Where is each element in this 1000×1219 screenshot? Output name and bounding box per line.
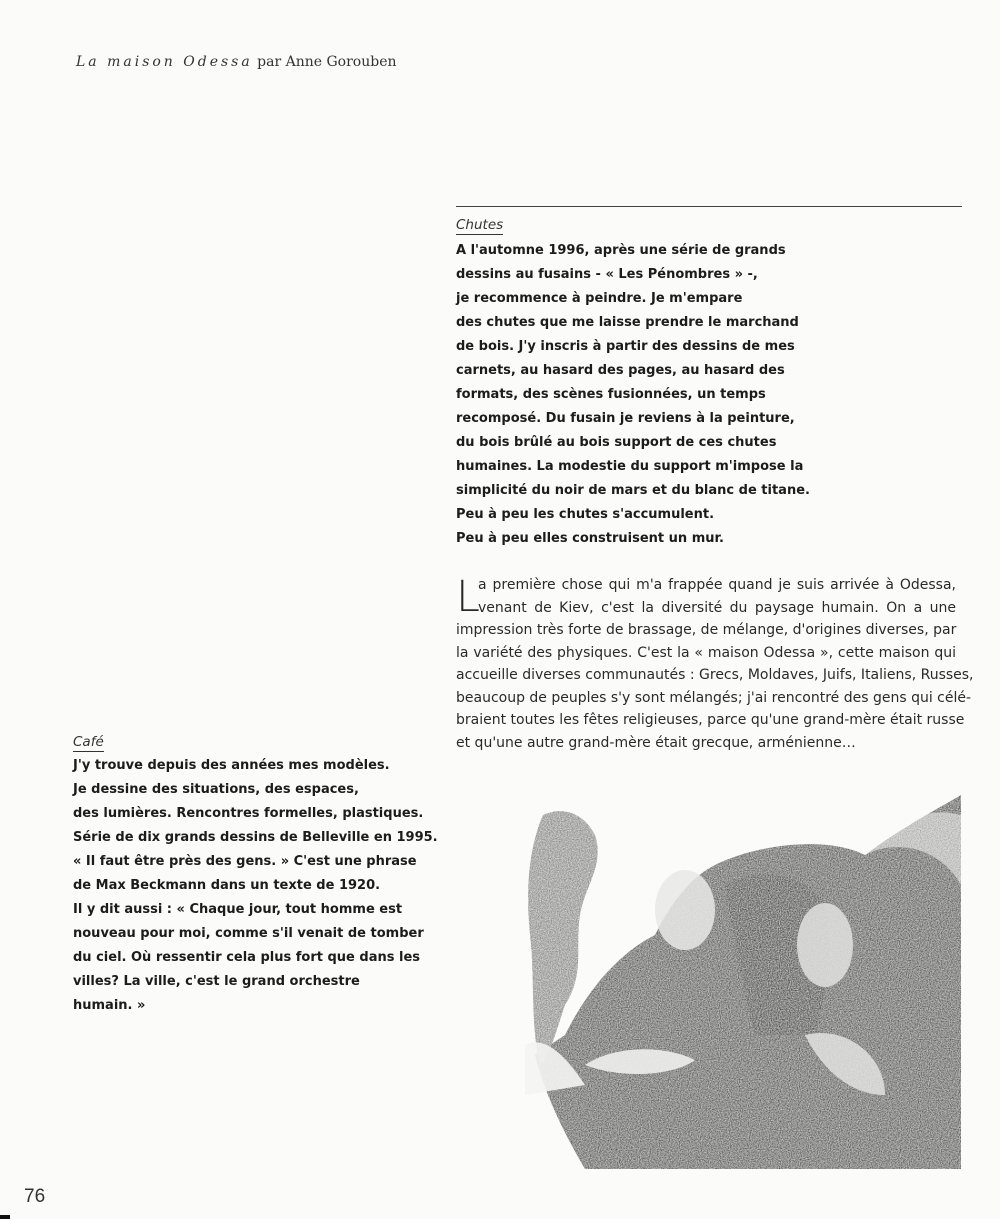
chutes-heading: Chutes [456, 217, 504, 233]
text-line: « Il faut être près des gens. » C'est une phrase [73, 854, 417, 869]
drop-cap: L [456, 572, 480, 622]
text-line: recomposé. Du fusain je reviens à la peinture, [456, 411, 795, 426]
cafe-text [73, 754, 453, 1018]
text-line: Peu à peu elles construisent un mur. [456, 531, 724, 546]
text-line: Je dessine des situations, des espaces, [73, 782, 359, 797]
section-divider [456, 206, 962, 207]
text-line: formats, des scènes fusionnées, un temps [456, 387, 766, 402]
text-line: Peu à peu les chutes s'accumulent. [456, 507, 715, 522]
text-line: dessins au fusains - « Les Pénombres » -, [456, 267, 758, 282]
scan-edge [0, 1215, 10, 1219]
text-line: A l'automne 1996, après une série de grands [456, 243, 786, 258]
text-line: des chutes que me laisse prendre le marchand [456, 315, 799, 330]
running-header [76, 54, 397, 70]
chutes-section [456, 214, 956, 551]
book-title: La maison Odessa [76, 54, 253, 70]
text-line: a première chose qui m'a frappée quand je suis arrivée à Odessa, [478, 577, 956, 593]
text-line: J'y trouve depuis des années mes modèles. [73, 758, 390, 773]
text-line: nouveau pour moi, comme s'il venait de tomber [73, 926, 424, 941]
text-line: de Max Beckmann dans un texte de 1920. [73, 878, 381, 893]
chutes-text [456, 239, 956, 551]
text-line: venant de Kiev, c'est la diversité du paysage humain. On a une [478, 599, 956, 616]
text-line: du ciel. Où ressentir cela plus fort que dans les [73, 950, 421, 965]
text-line: du bois brûlé au bois support de ces chutes [456, 435, 777, 450]
page-number: 76 [24, 1186, 46, 1207]
cafe-section [73, 731, 453, 1018]
text-line: Série de dix grands dessins de Belleville en 1995. [73, 830, 438, 845]
text-line: carnets, au hasard des pages, au hasard des [456, 363, 785, 378]
text-line: et qu'une autre grand-mère était grecque, arménienne… [456, 734, 856, 751]
text-line: la variété des physiques. C'est la « maison Odessa », cette maison qui [456, 644, 956, 661]
text-line: Il y dit aussi : « Chaque jour, tout homme est [73, 902, 403, 917]
text-line: humain. » [73, 998, 146, 1013]
text-line: humaines. La modestie du support m'impose la [456, 459, 804, 474]
text-line: impression très forte de brassage, de mélange, d'origines diverses, par [456, 622, 957, 638]
text-line: accueille diverses communautés : Grecs, Moldaves, Juifs, Italiens, Russes, [456, 667, 974, 683]
text-line: des lumières. Rencontres formelles, plastiques. [73, 806, 424, 821]
charcoal-drawing-illustration [525, 795, 961, 1169]
text-line: de bois. J'y inscris à partir des dessins de mes [456, 339, 795, 354]
text-line: braient toutes les fêtes religieuses, parce qu'une grand-mère était russe [456, 712, 965, 728]
text-line: je recommence à peindre. Je m'empare [456, 291, 743, 306]
book-author: par Anne Gorouben [257, 54, 397, 70]
text-line: villes? La ville, c'est le grand orchestre [73, 974, 360, 989]
cafe-heading: Café [73, 734, 104, 750]
text-line: simplicité du noir de mars et du blanc de titane. [456, 483, 810, 498]
text-line: beaucoup de peuples s'y sont mélangés; j'ai rencontré des gens qui célé- [456, 689, 972, 706]
intro-paragraph [456, 572, 974, 754]
